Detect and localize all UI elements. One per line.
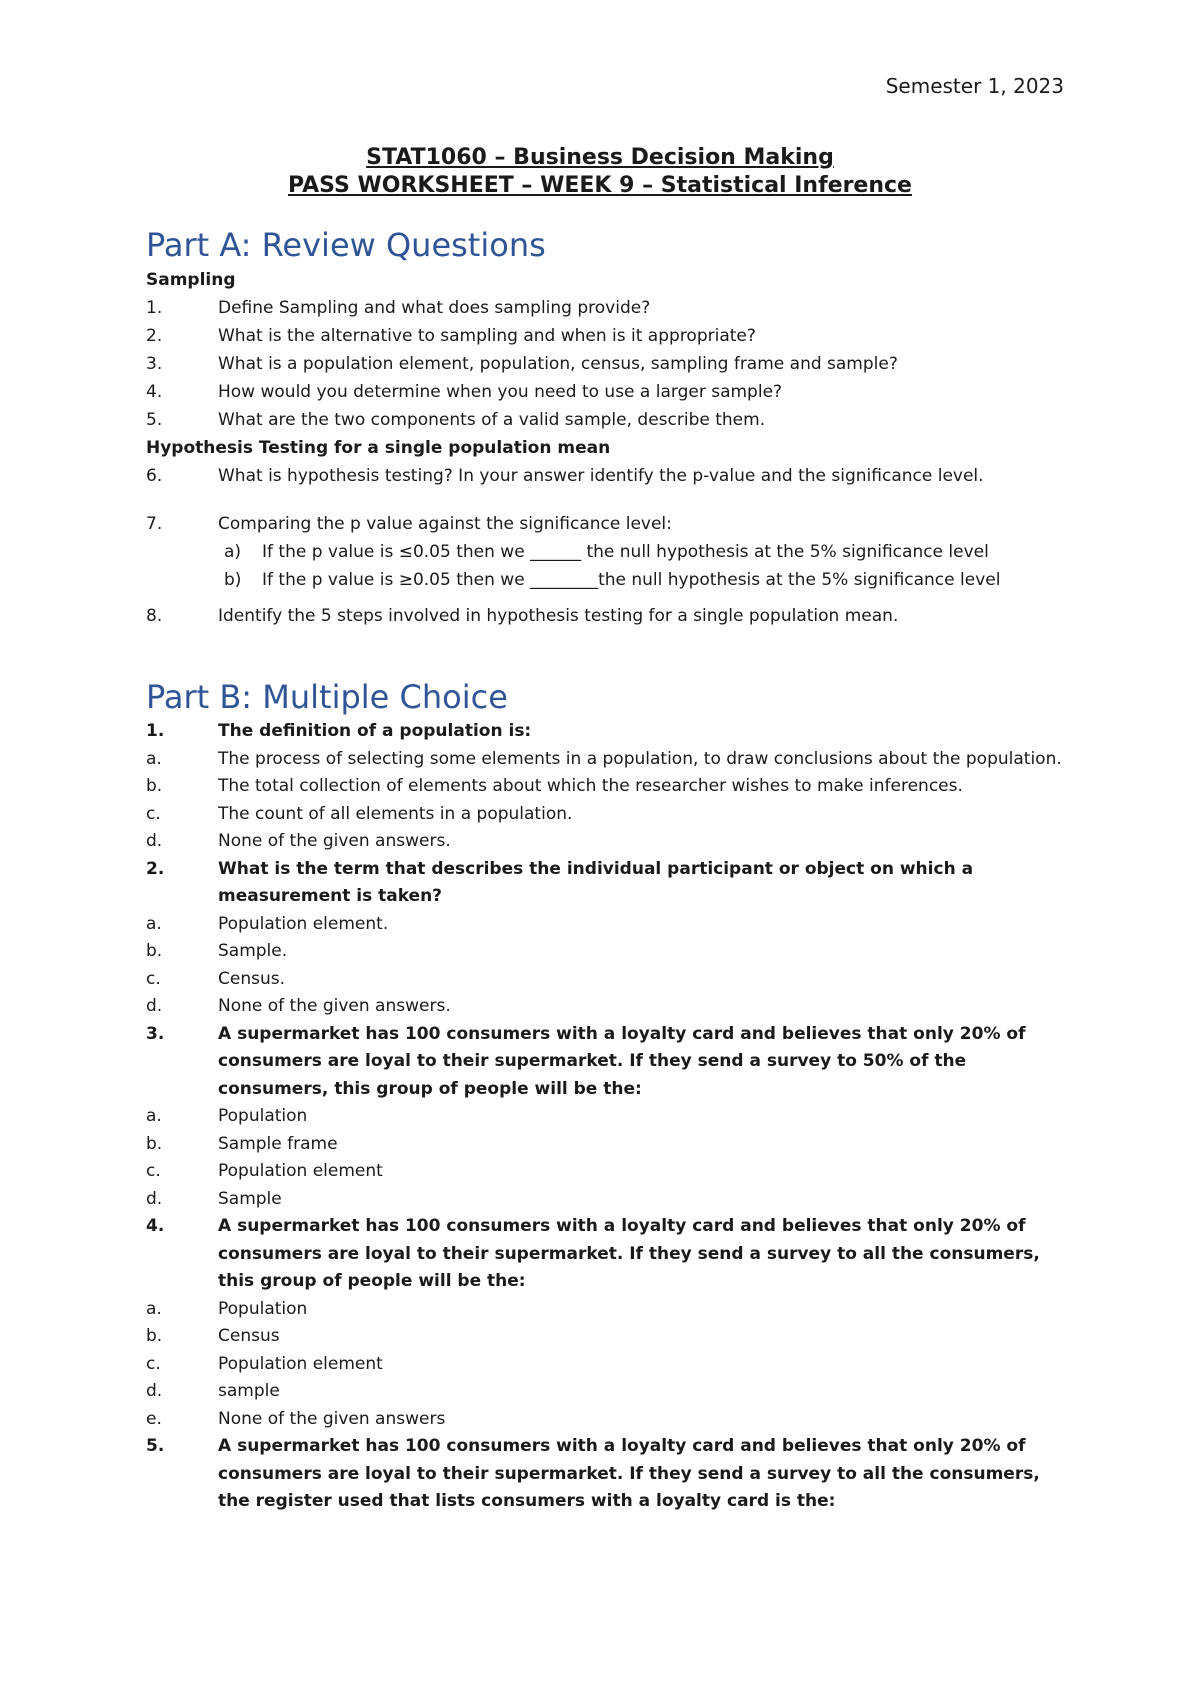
- option-label: c.: [146, 803, 161, 824]
- option-text: Population: [218, 1298, 308, 1319]
- course-title: STAT1060 – Business Decision Making: [366, 145, 834, 170]
- option-text: Population: [218, 1106, 308, 1126]
- mc-option: [146, 746, 1066, 774]
- option-text: None of the given answers.: [218, 996, 451, 1016]
- review-question: [146, 378, 1066, 406]
- option-label: c.: [146, 1161, 161, 1181]
- option-text: None of the given answers.: [218, 831, 451, 851]
- mc-option: [146, 1186, 1066, 1214]
- question-text: What is hypothesis testing? In your answer identify the p-value and the significance level.: [218, 466, 984, 486]
- option-label: b.: [146, 1133, 163, 1154]
- mc-option: [146, 1323, 1066, 1351]
- mc-question: [146, 718, 1066, 746]
- question-text: Comparing the p value against the significance level:: [218, 514, 672, 534]
- part-b-section: [146, 676, 1066, 1516]
- mc-option: [146, 938, 1066, 966]
- review-question: [146, 406, 1066, 434]
- option-label: a.: [146, 748, 162, 769]
- mc-option: [146, 966, 1066, 994]
- sub-question-text: If the p value is ≥0.05 then we ________the null hypothesis at the 5% significance level: [262, 570, 1001, 590]
- review-question: [146, 602, 1066, 630]
- mc-option: [146, 828, 1066, 856]
- mc-option: [146, 1351, 1066, 1379]
- question-text: Define Sampling and what does sampling provide?: [218, 298, 651, 318]
- sub-question: [146, 566, 1066, 594]
- review-question: [146, 322, 1066, 350]
- option-label: a.: [146, 1106, 162, 1126]
- option-label: b.: [146, 941, 163, 961]
- question-text: What are the two components of a valid sample, describe them.: [218, 410, 766, 430]
- option-text: Sample.: [218, 941, 288, 961]
- option-text: Population element: [218, 1161, 383, 1181]
- part-b-heading: Part B: Multiple Choice: [146, 678, 508, 716]
- mc-option: [146, 1131, 1066, 1159]
- review-question: [146, 510, 1066, 538]
- option-label: d.: [146, 831, 163, 851]
- mc-option: [146, 1406, 1066, 1434]
- worksheet-title: PASS WORKSHEET – WEEK 9 – Statistical Inference: [288, 173, 912, 198]
- option-label: c.: [146, 1353, 161, 1374]
- question-number: 4.: [146, 382, 163, 402]
- option-label: d.: [146, 1381, 163, 1401]
- hypothesis-subheading: Hypothesis Testing for a single population mean: [146, 438, 611, 458]
- sub-question: [146, 538, 1066, 566]
- question-text: A supermarket has 100 consumers with a loyalty card and believes that only 20% of consumers are loyal to their supermarket. If they send a survey to 50% of the consumers, this group of people will be the:: [218, 1023, 1026, 1099]
- part-a-section: [146, 224, 1066, 630]
- mc-option: [146, 1378, 1066, 1406]
- question-number: 5.: [146, 1436, 165, 1456]
- question-number: 1.: [146, 298, 163, 318]
- sub-question-label: b): [224, 570, 242, 590]
- question-number: 8.: [146, 606, 163, 626]
- sub-question-label: a): [224, 542, 242, 562]
- question-text: How would you determine when you need to use a larger sample?: [218, 382, 783, 402]
- mc-option: [146, 1296, 1066, 1324]
- question-number: 3.: [146, 1023, 165, 1044]
- question-number: 7.: [146, 514, 163, 534]
- mc-option: [146, 1158, 1066, 1186]
- question-text: What is the alternative to sampling and when is it appropriate?: [218, 326, 756, 346]
- question-text: What is a population element, population, census, sampling frame and sample?: [218, 354, 898, 374]
- option-text: Sample: [218, 1188, 282, 1209]
- mc-question: [146, 1433, 1066, 1516]
- option-text: None of the given answers: [218, 1408, 446, 1429]
- question-text: What is the term that describes the individual participant or object on which a measurement is taken?: [218, 858, 974, 906]
- mc-question: [146, 856, 1066, 911]
- question-number: 2.: [146, 858, 165, 879]
- question-number: 2.: [146, 326, 163, 346]
- question-text: A supermarket has 100 consumers with a loyalty card and believes that only 20% of consumers are loyal to their supermarket. If they send a survey to all the consumers, the register used that lists consumers with a loyalty card is the:: [218, 1436, 1040, 1511]
- question-number: 5.: [146, 410, 163, 430]
- option-text: Population element.: [218, 913, 389, 934]
- sub-question-text: If the p value is ≤0.05 then we ______ the null hypothesis at the 5% significance level: [262, 542, 989, 562]
- option-text: The total collection of elements about which the researcher wishes to make inferences.: [218, 776, 963, 796]
- option-label: b.: [146, 776, 163, 796]
- question-number: 3.: [146, 354, 163, 374]
- document-title: [0, 144, 1200, 200]
- question-text: Identify the 5 steps involved in hypothesis testing for a single population mean.: [218, 606, 899, 626]
- semester-label: Semester 1, 2023: [885, 74, 1064, 98]
- mc-option: [146, 993, 1066, 1021]
- option-label: a.: [146, 913, 162, 934]
- mc-option: [146, 801, 1066, 829]
- option-text: Census.: [218, 968, 285, 989]
- option-label: a.: [146, 1298, 162, 1319]
- option-text: Census: [218, 1326, 280, 1346]
- option-label: e.: [146, 1408, 162, 1429]
- option-label: d.: [146, 1188, 163, 1209]
- question-number: 6.: [146, 466, 163, 486]
- mc-question: [146, 1021, 1066, 1104]
- option-text: sample: [218, 1381, 280, 1401]
- option-text: Sample frame: [218, 1133, 338, 1154]
- mc-option: [146, 1103, 1066, 1131]
- mc-option: [146, 911, 1066, 939]
- option-text: The process of selecting some elements in a population, to draw conclusions about the population.: [218, 748, 1062, 769]
- part-a-heading: Part A: Review Questions: [146, 226, 546, 264]
- mc-option: [146, 773, 1066, 801]
- option-label: c.: [146, 968, 161, 989]
- question-number: 4.: [146, 1216, 165, 1236]
- review-question: [146, 294, 1066, 322]
- question-number: 1.: [146, 721, 165, 741]
- sampling-subheading: Sampling: [146, 270, 236, 290]
- option-label: d.: [146, 996, 163, 1016]
- option-text: The count of all elements in a population.: [218, 803, 573, 824]
- review-question: [146, 462, 1066, 490]
- option-text: Population element: [218, 1353, 383, 1374]
- option-label: b.: [146, 1326, 163, 1346]
- mc-question: [146, 1213, 1066, 1296]
- question-text: The definition of a population is:: [218, 721, 532, 741]
- review-question: [146, 350, 1066, 378]
- question-text: A supermarket has 100 consumers with a loyalty card and believes that only 20% of consumers are loyal to their supermarket. If they send a survey to all the consumers, this group of people will be the:: [218, 1216, 1040, 1291]
